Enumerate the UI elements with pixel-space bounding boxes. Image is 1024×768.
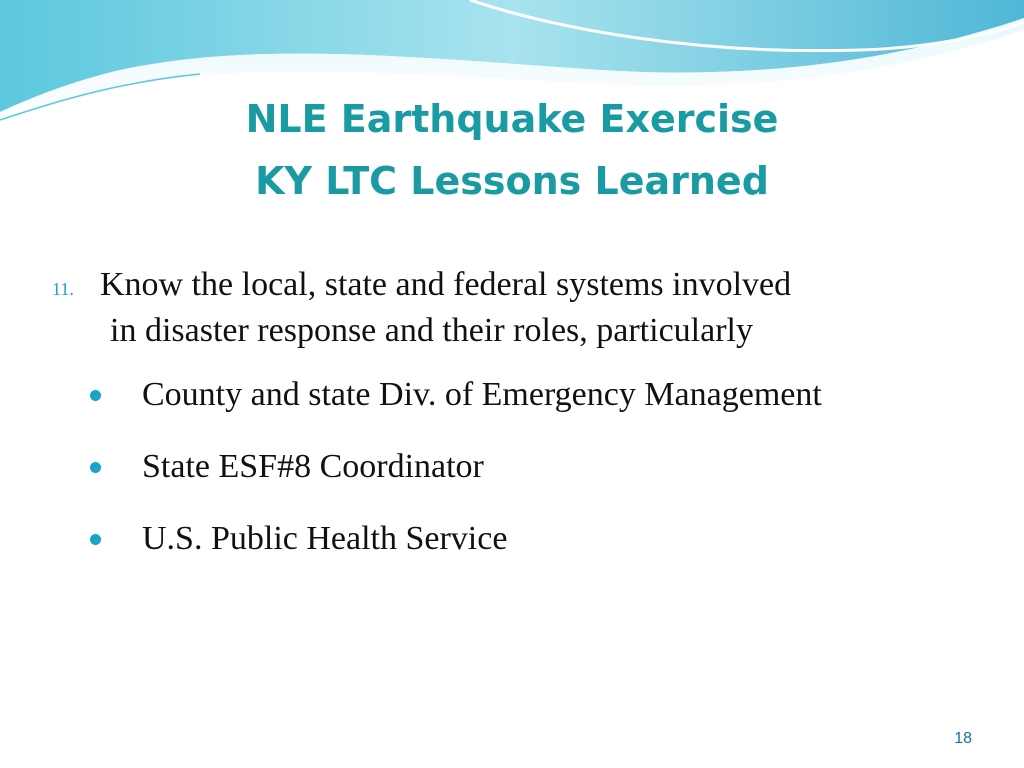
bullet-icon <box>90 462 101 473</box>
bullet-text: U.S. Public Health Service <box>142 520 508 557</box>
bullet-icon <box>90 390 101 401</box>
bullet-text: County and state Div. of Emergency Management <box>142 376 822 413</box>
list-item <box>52 372 972 418</box>
page-number: 18 <box>954 730 972 747</box>
title-line-2: KY LTC Lessons Learned <box>255 159 769 203</box>
numbered-item <box>52 262 972 354</box>
item-number: 11. <box>52 279 74 299</box>
title-line-1: NLE Earthquake Exercise <box>245 97 779 141</box>
slide-content <box>52 262 972 588</box>
item-text-line-1: Know the local, state and federal systems involved <box>100 266 792 303</box>
bullet-list <box>52 372 972 562</box>
item-text-line-2: in disaster response and their roles, particularly <box>110 312 753 349</box>
slide-title <box>0 88 1024 212</box>
bullet-text: State ESF#8 Coordinator <box>142 448 484 485</box>
list-item <box>52 444 972 490</box>
bullet-icon <box>90 534 101 545</box>
list-item <box>52 516 972 562</box>
